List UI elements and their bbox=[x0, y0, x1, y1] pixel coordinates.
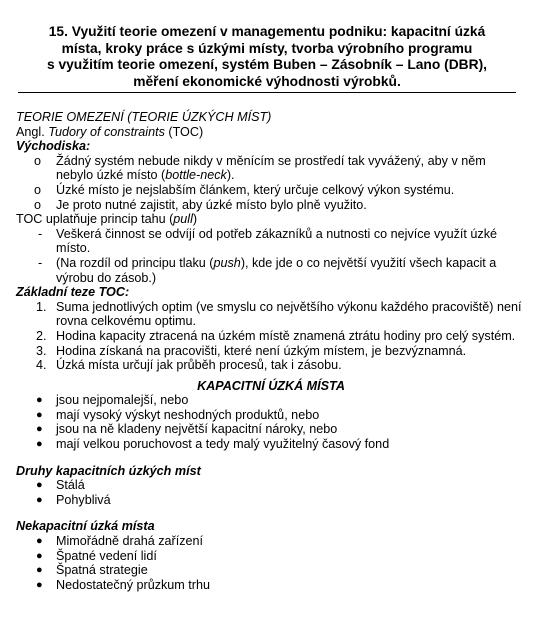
list-item: ● mají vysoký výskyt neshodných produktů, nebo bbox=[36, 407, 320, 422]
druhy-heading: Druhy kapacitních úzkých míst bbox=[16, 463, 201, 478]
bullet-icon: ● bbox=[36, 535, 43, 548]
toc-angl: Angl. Tudory of constraints (TOC) bbox=[16, 124, 204, 139]
bullet-icon: ● bbox=[36, 394, 43, 407]
title-line-1: 15. Využití teorie omezení v managementu podniku: kapacitní úzká bbox=[48, 24, 486, 39]
list-item: ● mají velkou poruchovost a tedy malý využitelný časový fond bbox=[36, 437, 390, 452]
dash-bullet-icon: - bbox=[38, 255, 43, 270]
list-item: ● Stálá bbox=[36, 478, 85, 493]
list-item: - (Na rozdíl od principu tlaku (push), kde jde o co největší využití všech kapacit a výrobu do zásob.) bbox=[38, 255, 497, 285]
list-item: ● jsou na ně kladeny největší kapacitní nároky, nebo bbox=[36, 422, 338, 437]
list-item: ● Špatná strategie bbox=[36, 563, 148, 578]
list-item: 2. Hodina kapacity ztracená na úzkém místě znamená ztrátu hodiny pro celý systém. bbox=[36, 328, 516, 343]
vychodiska-heading: Východiska: bbox=[16, 139, 91, 154]
bullet-icon: ● bbox=[36, 479, 43, 492]
nekapacitni-heading: Nekapacitní úzká místa bbox=[16, 519, 155, 534]
circle-bullet-icon: o bbox=[34, 153, 42, 168]
list-item: - Veškerá činnost se odvíjí od potřeb zákazníků a nutnosti co nejvíce využít úzké místo. bbox=[38, 226, 498, 256]
dash-bullet-icon: - bbox=[38, 226, 43, 241]
bullet-icon: ● bbox=[36, 438, 43, 451]
list-item: o Žádný systém nebude nikdy v měnícím se prostředí tak vyvážený, aby v něm nebylo úzké místo (bottle-neck). bbox=[34, 153, 486, 183]
title-line-3: s využitím teorie omezení, systém Buben – Zásobník – Lano (DBR), bbox=[46, 57, 488, 72]
list-item: ● jsou nejpomalejší, nebo bbox=[36, 393, 189, 408]
list-item: o Úzké místo je nejslabším článkem, který určuje celkový výkon systému. bbox=[34, 182, 455, 197]
kapacitni-heading: KAPACITNÍ ÚZKÁ MÍSTA bbox=[197, 378, 345, 393]
list-item: 1. Suma jednotlivých optim (ve smyslu co největšího výkonu každého pracoviště) není rovna celkovému optimu. bbox=[36, 299, 522, 329]
vychodiska-list bbox=[16, 154, 526, 212]
document-body bbox=[16, 110, 526, 592]
nekapacitni-list bbox=[16, 534, 526, 592]
bullet-icon: ● bbox=[36, 423, 43, 436]
title-line-2: místa, kroky práce s úzkými místy, tvorba výrobního programu bbox=[61, 40, 473, 56]
tah-list bbox=[16, 227, 526, 285]
list-item: 4. Úzká místa určují jak průběh procesů, tak i zásobu. bbox=[36, 358, 342, 373]
teze-list bbox=[16, 300, 526, 373]
list-item: ● Špatné vedení lidí bbox=[36, 548, 157, 563]
tah-intro: TOC uplatňuje princip tahu (pull) bbox=[16, 212, 198, 227]
bullet-icon: ● bbox=[36, 578, 43, 591]
bullet-icon: ● bbox=[36, 549, 43, 562]
kapacitni-list bbox=[16, 393, 526, 451]
bullet-icon: ● bbox=[36, 564, 43, 577]
toc-heading: TEORIE OMEZENÍ (TEORIE ÚZKÝCH MÍST) bbox=[16, 110, 272, 124]
bullet-icon: ● bbox=[36, 493, 43, 506]
bullet-icon: ● bbox=[36, 408, 43, 421]
circle-bullet-icon: o bbox=[34, 197, 42, 212]
list-item: ● Pohyblivá bbox=[36, 492, 111, 507]
circle-bullet-icon: o bbox=[34, 182, 42, 197]
title-line-4: měření ekonomické výhodnosti výrobků. bbox=[133, 73, 401, 89]
teze-heading: Základní teze TOC: bbox=[16, 285, 130, 300]
list-item: ● Mimořádně drahá zařízení bbox=[36, 534, 203, 549]
list-item: o Je proto nutné zajistit, aby úzké místo bylo plně využito. bbox=[34, 197, 367, 212]
druhy-list bbox=[16, 478, 526, 507]
list-item: ● Nedostatečný průzkum trhu bbox=[36, 577, 210, 592]
list-item: 3. Hodina získaná na pracovišti, které není úzkým místem, je bezvýznamná. bbox=[36, 343, 467, 358]
document-title bbox=[14, 24, 520, 93]
